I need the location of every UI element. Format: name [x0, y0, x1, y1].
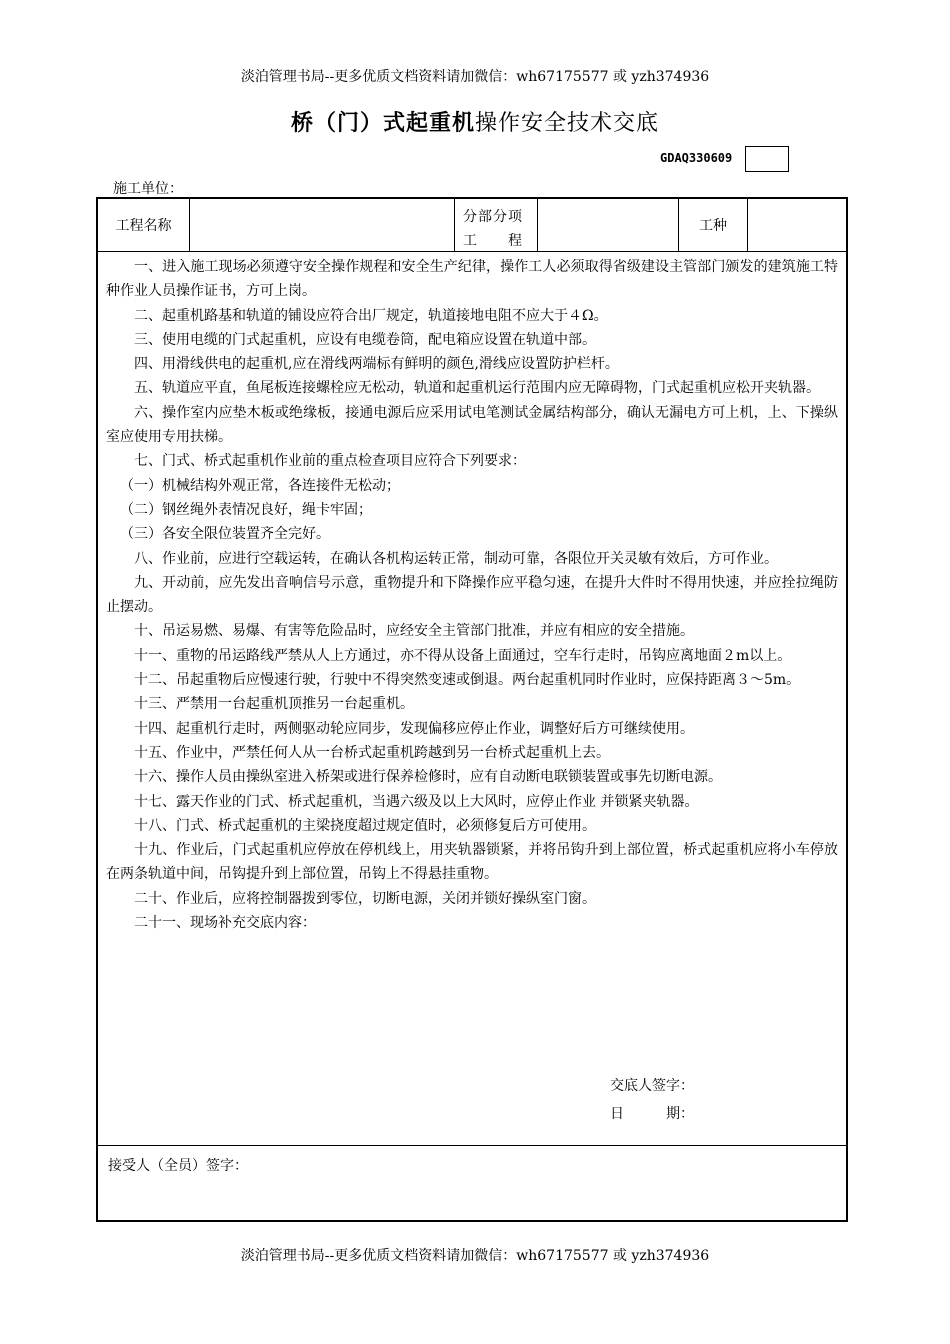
- receiver-signature-label: 接受人（全员）签字：: [108, 1158, 248, 1174]
- date-label-part2: 期：: [666, 1106, 694, 1122]
- sub-project-label: [455, 199, 538, 251]
- sub-project-label-line1: 分部分项: [463, 209, 523, 225]
- code-box: [745, 146, 789, 172]
- disclosure-form: [96, 197, 848, 1222]
- form-header-row: [98, 199, 846, 252]
- sub-project-label-line2: 工 程: [463, 233, 523, 249]
- trade-field[interactable]: [748, 199, 846, 251]
- title-bold: 桥（门）式起重机: [290, 111, 475, 136]
- item: 七、门式、桥式起重机作业前的重点检查项目应符合下列要求：: [134, 453, 526, 470]
- item: 十八、门式、桥式起重机的主梁挠度超过规定值时，必须修复后方可使用。: [134, 817, 596, 834]
- discloser-signature-label: 交底人签字：: [610, 1078, 694, 1094]
- item: 十五、作业中，严禁任何人从一台桥式起重机跨越到另一台桥式起重机上去。: [134, 744, 610, 761]
- title-normal: 操作安全技术交底: [475, 111, 660, 136]
- sub-project-field[interactable]: [538, 199, 679, 251]
- item: 六、操作室内应垫木板或绝缘板，接通电源后应采用试电笔测试金属结构部分，确认无漏电方可上机，上、下操纵室应使用专用扶梯。: [106, 404, 838, 446]
- document-code: GDAQ330609: [660, 151, 733, 165]
- item: 五、轨道应平直，鱼尾板连接螺栓应无松动，轨道和起重机运行范围内应无障碍物，门式起重机应松开夹轨器。: [134, 380, 820, 397]
- item: 二十、作业后，应将控制器拨到零位，切断电源，关闭并锁好操纵室门窗。: [134, 890, 596, 907]
- disclosure-text: [106, 255, 838, 935]
- item: 十九、作业后，门式起重机应停放在停机线上，用夹轨器锁紧，并将吊钩升到上部位置，桥式起重机应将小车停放在两条轨道中间，吊钩提升到上部位置，吊钩上不得悬挂重物。: [106, 842, 838, 883]
- project-name-field[interactable]: [190, 199, 455, 251]
- item: 十、吊运易燃、易爆、有害等危险品时，应经安全主管部门批准，并应有相应的安全措施。: [134, 623, 694, 640]
- item: 十三、严禁用一台起重机顶推另一台起重机。: [134, 696, 414, 713]
- project-name-label: 工程名称: [98, 199, 190, 251]
- item: 二、起重机路基和轨道的铺设应符合出厂规定，轨道接地电阻不应大于４Ω。: [134, 307, 608, 324]
- item: 十六、操作人员由操纵室进入桥架或进行保养检修时，应有自动断电联锁装置或事先切断电源。: [134, 769, 722, 786]
- item: 九、开动前，应先发出音响信号示意，重物提升和下降操作应平稳匀速，在提升大件时不得用快速，并应拴拉绳防止摆动。: [106, 574, 838, 616]
- item: 十二、吊起重物后应慢速行驶，行驶中不得突然变速或倒退。两台起重机同时作业时，应保持距离３～5m。: [134, 672, 801, 689]
- trade-label: 工种: [679, 199, 748, 251]
- sub-item: （二）钢丝绳外表情况良好，绳卡牢固；: [120, 501, 372, 518]
- page-title: [0, 106, 950, 137]
- item: 四、用滑线供电的起重机,应在滑线两端标有鲜明的颜色,滑线应设置防护栏杆。: [134, 356, 619, 373]
- header-watermark: 淡泊管理书局--更多优质文档资料请加微信：wh67175577 或 yzh374936: [240, 69, 710, 85]
- item: 一、进入施工现场必须遵守安全操作规程和安全生产纪律，操作工人必须取得省级建设主管部门颁发的建筑施工特种作业人员操作证书，方可上岗。: [106, 259, 838, 300]
- date-label: [610, 1103, 694, 1123]
- item: 十四、起重机行走时，两侧驱动轮应同步，发现偏移应停止作业，调整好后方可继续使用。: [134, 720, 694, 737]
- item: 二十一、现场补充交底内容：: [134, 915, 316, 932]
- item: 八、作业前，应进行空载运转，在确认各机构运转正常，制动可靠，各限位开关灵敏有效后，方可作业。: [134, 550, 778, 567]
- construction-unit-label: 施工单位：: [113, 181, 183, 197]
- item: 十一、重物的吊运路线严禁从人上方通过，亦不得从设备上面通过，空车行走时，吊钩应离地面２m以上。: [134, 647, 792, 664]
- item: 十七、露天作业的门式、桥式起重机，当遇六级及以上大风时，应停止作业 并锁紧夹轨器。: [134, 793, 699, 810]
- sub-item: （三）各安全限位装置齐全完好。: [120, 526, 330, 543]
- date-label-part1: 日: [610, 1106, 624, 1122]
- disclosure-content-area: [98, 252, 846, 1146]
- footer-watermark: 淡泊管理书局--更多优质文档资料请加微信：wh67175577 或 yzh374936: [240, 1248, 710, 1264]
- item: 三、使用电缆的门式起重机，应设有电缆卷筒，配电箱应设置在轨道中部。: [134, 331, 596, 348]
- sub-item: （一）机械结构外观正常，各连接件无松动；: [120, 477, 400, 494]
